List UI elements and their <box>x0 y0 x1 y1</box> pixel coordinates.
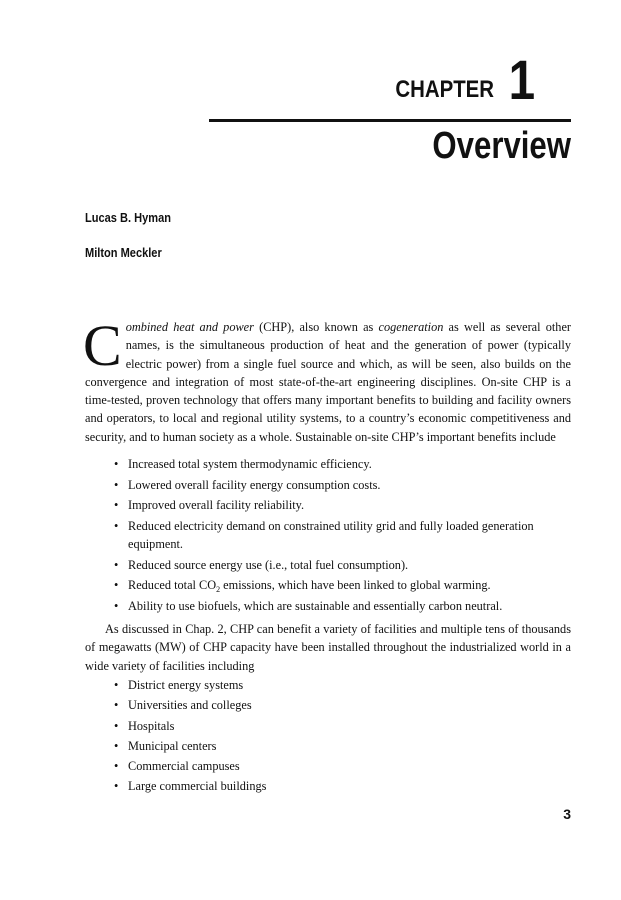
chapter-label <box>378 48 535 111</box>
list-item: • District energy systems <box>85 676 571 694</box>
chapter-word: CHAPTER <box>395 76 494 103</box>
intro-text-2: as well as several other names, is the simultaneous production of heat and the generation of power (typically electric power) from a single fuel source and which, as will be seen, also builds on the convergence and integration of most state-of-the-art engineering disciplines. On-site CHP is a time-tested, proven technology that offers many important benefits to building and facility owners and operators, to local and regional utility systems, to a country’s economic competitiveness and security, and to human society as a whole. Sustainable on-site CHP’s important benefits include <box>85 320 571 444</box>
chapter-rule <box>209 119 571 122</box>
list-item: • Municipal centers <box>85 737 571 755</box>
author-1: Lucas B. Hyman <box>85 210 171 225</box>
list-item: • Lowered overall facility energy consumption costs. <box>85 476 571 494</box>
intro-text-1: (CHP), also known as <box>253 320 379 334</box>
chapter-number: 1 <box>508 48 535 111</box>
list-item: • Hospitals <box>85 717 571 735</box>
list-item: • Improved overall facility reliability. <box>85 496 571 514</box>
benefits-list <box>85 455 571 617</box>
list-item: • Reduced source energy use (i.e., total fuel consumption). <box>85 556 571 574</box>
drop-cap: C <box>83 313 122 378</box>
list-item: • Universities and colleges <box>85 696 571 714</box>
intro-italic-term-2: cogeneration <box>378 320 444 334</box>
list-item: • Commercial campuses <box>85 757 571 775</box>
facilities-list <box>85 676 571 798</box>
list-item: • Large commercial buildings <box>85 777 571 795</box>
list-item: • Reduced electricity demand on constrained utility grid and fully loaded generation equipment. <box>85 517 571 554</box>
list-item: • Ability to use biofuels, which are sustainable and essentially carbon neutral. <box>85 597 571 615</box>
list-item: • Increased total system thermodynamic efficiency. <box>85 455 571 473</box>
intro-italic-term-1: ombined heat and power <box>125 320 254 334</box>
intro-paragraph <box>83 313 571 446</box>
list-item <box>85 576 571 594</box>
author-2: Milton Meckler <box>85 245 162 260</box>
chapter-title: Overview <box>432 125 571 167</box>
co2-subscript: 2 <box>216 585 221 595</box>
paragraph-2: As discussed in Chap. 2, CHP can benefit a variety of facilities and multiple tens of thousands of megawatts (MW) of CHP capacity have been installed throughout the industrialized world in a wide variety of facilities including <box>85 622 571 673</box>
page-number: 3 <box>563 806 571 822</box>
co2-text-before: Reduced total CO <box>128 578 217 593</box>
co2-text-after: emissions, which have been linked to global warming. <box>220 578 491 593</box>
